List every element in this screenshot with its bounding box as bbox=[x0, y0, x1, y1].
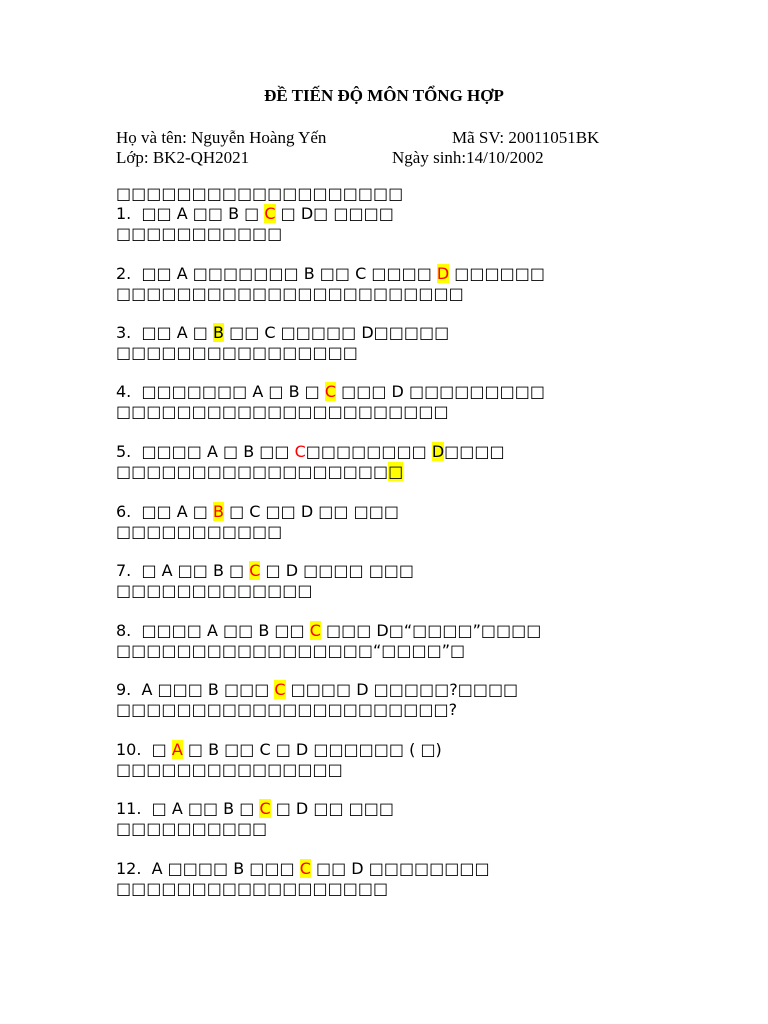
question-text: □□□□ bbox=[444, 442, 505, 461]
student-birth-date: Ngày sinh:14/10/2002 bbox=[392, 148, 544, 167]
question-8 bbox=[116, 621, 541, 661]
question-line bbox=[116, 680, 518, 700]
question-number: 3. bbox=[116, 323, 132, 342]
question-9 bbox=[116, 680, 518, 720]
question-text: A □□□ B □□□ bbox=[141, 680, 275, 699]
question-line bbox=[116, 382, 545, 402]
question-text: □ B □□ C □ D □□□□□□ ( □) bbox=[182, 740, 442, 759]
question-number: 12. bbox=[116, 859, 142, 878]
question-text: □□□ D□“□□□□”□□□□ bbox=[320, 621, 542, 640]
question-line bbox=[116, 264, 545, 284]
question-line bbox=[116, 561, 414, 581]
question-text: A □□□□ B □□□ bbox=[151, 859, 300, 878]
answer-highlight: C bbox=[249, 561, 261, 580]
question-translation: □□□□□□□□□□□□□ bbox=[116, 581, 313, 600]
question-text: □ bbox=[151, 740, 172, 759]
student-id: Mã SV: 20011051BK bbox=[452, 128, 600, 147]
answer-highlight: C bbox=[264, 204, 276, 223]
question-text: □ A □□ B □ bbox=[151, 799, 260, 818]
answer-highlight: D bbox=[436, 264, 450, 283]
question-line bbox=[116, 204, 394, 224]
student-name: Họ và tên: Nguyễn Hoàng Yến bbox=[116, 128, 327, 147]
question-number: 9. bbox=[116, 680, 132, 699]
question-text: □ C □□ D □□ □□□ bbox=[223, 502, 399, 521]
question-text: □□□□ A □□ B □□ bbox=[141, 621, 310, 640]
answer-highlight: B bbox=[213, 502, 224, 521]
question-10 bbox=[116, 740, 442, 780]
question-text: □□□□ D □□□□□?□□□□ bbox=[285, 680, 519, 699]
student-class: Lớp: BK2-QH2021 bbox=[116, 148, 250, 167]
question-number: 5. bbox=[116, 442, 132, 461]
question-text: □□□□□□ bbox=[449, 264, 546, 283]
question-text: □□ A □□ B □ bbox=[141, 204, 265, 223]
question-1 bbox=[116, 204, 394, 244]
answer-highlight: C bbox=[259, 799, 271, 818]
question-text: □ D □□□□ □□□ bbox=[260, 561, 415, 580]
question-number: 6. bbox=[116, 502, 132, 521]
question-text: □ D □□ □□□ bbox=[270, 799, 394, 818]
question-line bbox=[116, 502, 399, 522]
question-12 bbox=[116, 859, 490, 899]
question-5 bbox=[116, 442, 505, 482]
question-2 bbox=[116, 264, 545, 304]
question-4 bbox=[116, 382, 545, 422]
question-translation-text: □□□□□□□□□□□□□□□□□□ bbox=[116, 462, 389, 481]
question-line bbox=[116, 621, 541, 641]
question-translation: □□□□□□□□□□□□□□□□ bbox=[116, 343, 358, 362]
question-translation: □□□□□□□□□□□□□□□□□“□□□□”□ bbox=[116, 641, 466, 660]
question-text: □ A □□ B □ bbox=[141, 561, 250, 580]
question-3 bbox=[116, 323, 449, 363]
question-text: □ D□ □□□□ bbox=[275, 204, 394, 223]
question-text: □□□ D □□□□□□□□□ bbox=[336, 382, 545, 401]
question-text: □□ A □ bbox=[141, 323, 213, 342]
question-11 bbox=[116, 799, 394, 839]
answer-highlight: B bbox=[213, 323, 224, 342]
question-7 bbox=[116, 561, 414, 601]
question-line bbox=[116, 859, 490, 879]
answer-red: C bbox=[294, 442, 306, 461]
question-text: □□□□ A □ B □□ bbox=[141, 442, 295, 461]
question-line bbox=[116, 323, 449, 343]
question-translation: □□□□□□□□□□□□□□□□□□□□□□□ bbox=[116, 284, 464, 303]
answer-highlight: A bbox=[171, 740, 183, 759]
question-translation: □□□□□□□□□□□□□□□□□□□□□□? bbox=[116, 700, 458, 719]
question-text: □□ A □ bbox=[141, 502, 213, 521]
question-number: 1. bbox=[116, 204, 132, 223]
question-6 bbox=[116, 502, 399, 542]
question-translation: □□□□□□□□□□□□□□□ bbox=[116, 760, 343, 779]
question-translation: □□□□□□□□□□□□□□□□□□ bbox=[116, 879, 389, 898]
question-line bbox=[116, 740, 442, 760]
question-text: □□□□□□□ A □ B □ bbox=[141, 382, 325, 401]
page-title: ĐỀ TIẾN ĐỘ MÔN TỔNG HỢP bbox=[264, 86, 504, 105]
question-text: □□ D □□□□□□□□ bbox=[310, 859, 490, 878]
question-number: 11. bbox=[116, 799, 142, 818]
question-translation: □□□□□□□□□□□□□□□□□□□□□□ bbox=[116, 402, 449, 421]
answer-highlight: C bbox=[309, 621, 321, 640]
question-number: 8. bbox=[116, 621, 132, 640]
answer-highlight: D bbox=[431, 442, 445, 461]
highlight-mark: □ bbox=[388, 462, 404, 481]
question-text: □□□□□□□□ bbox=[305, 442, 432, 461]
question-number: 4. bbox=[116, 382, 132, 401]
question-text: □□ C □□□□□ D□□□□□ bbox=[223, 323, 450, 342]
answer-highlight: C bbox=[299, 859, 311, 878]
question-number: 10. bbox=[116, 740, 142, 759]
answer-highlight: C bbox=[274, 680, 286, 699]
question-line bbox=[116, 799, 394, 819]
question-number: 2. bbox=[116, 264, 132, 283]
question-text: □□ A □□□□□□□ B □□ C □□□□ bbox=[141, 264, 437, 283]
question-translation: □□□□□□□□□□□ bbox=[116, 522, 283, 541]
question-number: 7. bbox=[116, 561, 132, 580]
question-line bbox=[116, 442, 505, 462]
question-translation bbox=[116, 462, 505, 482]
answer-highlight: C bbox=[324, 382, 337, 401]
question-translation: □□□□□□□□□□ bbox=[116, 819, 268, 838]
intro-line: □□□□□□□□□□□□□□□□□□□ bbox=[116, 184, 404, 203]
question-translation: □□□□□□□□□□□ bbox=[116, 224, 283, 243]
